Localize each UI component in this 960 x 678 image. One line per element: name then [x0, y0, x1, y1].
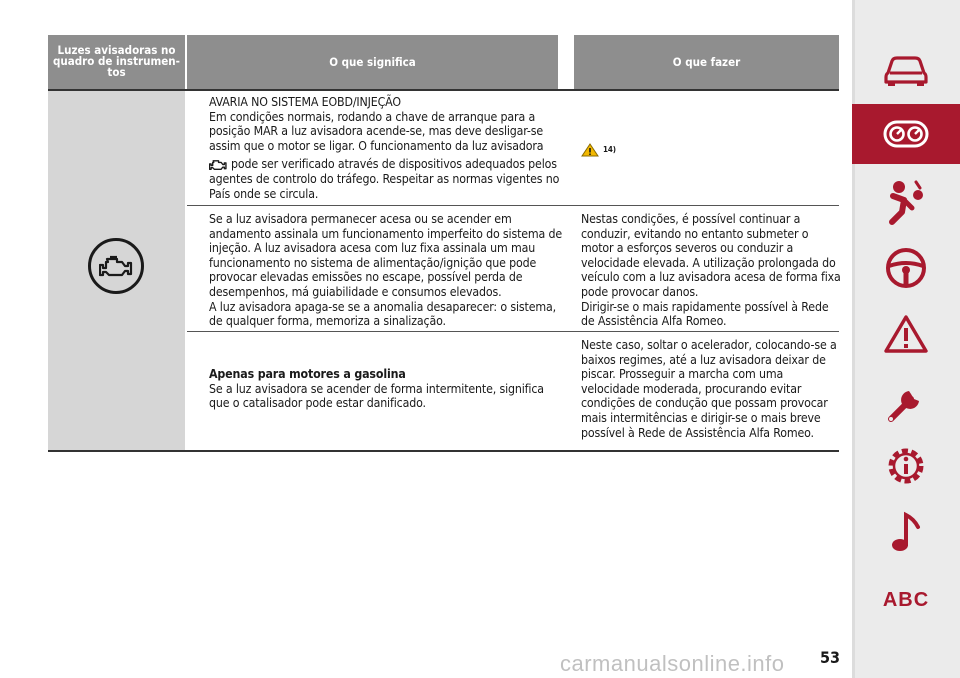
row2-meaning	[209, 212, 564, 329]
index-abc-label: ABC	[882, 588, 930, 611]
steering-wheel-icon	[884, 246, 928, 290]
lamp-icon-cell	[48, 91, 185, 450]
music-note-icon	[886, 509, 926, 555]
sidebar-item-driving[interactable]	[852, 238, 960, 298]
row1-action	[581, 143, 616, 158]
header-action-label: O que fazer	[672, 54, 741, 69]
row3-action	[581, 338, 843, 440]
header-meaning-label: O que significa	[329, 54, 416, 69]
car-icon	[882, 53, 930, 87]
sidebar-item-dashboard[interactable]	[852, 104, 960, 164]
table-bottom-rule	[48, 450, 839, 452]
page-number: 53	[820, 648, 841, 667]
row2-action-text: Nestas condições, é possível continuar a conduzir, evitando no entanto submeter o motor a esforços severos ou conduzir a velocidade elevada. A utilização prolongada do veículo com a luz avisadora acesa de forma fixa pode provocar danos.	[581, 212, 841, 299]
engine-check-lamp	[88, 238, 144, 294]
row3-title: Apenas para motores a gasolina	[209, 367, 406, 381]
wrench-icon	[883, 379, 929, 425]
header-meaning	[187, 35, 558, 89]
sidebar-item-multimedia[interactable]	[852, 502, 960, 562]
engine-check-inline-icon	[209, 158, 227, 171]
header-lamps	[48, 35, 185, 89]
row2-action-text-2: Dirigir-se o mais rapidamente possível à Rede de Assistência Alfa Romeo.	[581, 299, 829, 329]
row1-warning-reference[interactable]	[581, 143, 616, 158]
row-divider	[187, 205, 839, 206]
row1-text-2: pode ser verificado através de dispositivos adequados pelos agentes de controlo do tráfego. Respeitar as normas vigentes no País onde se circula.	[209, 157, 560, 201]
row2-text-2: A luz avisadora apaga-se se a anomalia desaparecer: o sistema, de qualquer forma, memoriza a sinalização.	[209, 299, 556, 329]
sidebar-item-index[interactable]	[852, 570, 960, 630]
dashboard-icon	[882, 119, 930, 149]
row1-meaning	[209, 95, 564, 201]
row3-meaning	[209, 367, 564, 411]
row2-action	[581, 212, 843, 329]
row1-text-2-line	[209, 157, 564, 201]
engine-check-icon	[99, 254, 133, 278]
warning-triangle-icon	[883, 313, 929, 355]
row1-text: Em condições normais, rodando a chave de arranque para a posição MAR a luz avisadora acende-se, mas deve desligar-se assim que o motor se ligar. O funcionamento da luz avisadora	[209, 109, 544, 153]
warning-hand-icon	[581, 143, 599, 157]
row3-action-text: Neste caso, soltar o acelerador, colocando-se a baixos regimes, até a luz avisadora deixar de piscar. Prosseguir a marcha com uma velocidade moderada, procurando evitar condições de condução que possam provocar mais intermitências e dirigir-se o mais breve possível à Rede de Assistência Alfa Romeo.	[581, 338, 837, 440]
sidebar-item-technical-data[interactable]	[852, 436, 960, 496]
row1-action-ref: 14)	[603, 145, 616, 154]
header-lamps-label: Luzes avisadoras no quadro de instrumen-tos	[53, 43, 180, 79]
airbag-person-icon	[882, 178, 930, 226]
sidebar-item-warnings[interactable]	[852, 304, 960, 364]
header-action	[574, 35, 839, 89]
sidebar-item-safety[interactable]	[852, 172, 960, 232]
row2-text: Se a luz avisadora permanecer acesa ou se acender em andamento assinala um funcionamento imperfeito do sistema de injeção. A luz avisadora acesa com luz fixa assinala um mau funcionamento no sistema de alimentação/ignição que pode provocar elevadas emissões no escape, possível perda de desempenhos, má guiabilidade e consumos elevados.	[209, 212, 563, 299]
chapter-sidebar	[852, 0, 960, 678]
row1-title: AVARIA NO SISTEMA EOBD/INJEÇÃO	[209, 95, 401, 109]
watermark: carmanualsonline.info	[560, 651, 785, 676]
sidebar-item-car[interactable]	[852, 40, 960, 100]
sidebar-item-maintenance[interactable]	[852, 372, 960, 432]
row-divider	[187, 331, 839, 332]
gear-info-icon	[883, 443, 929, 489]
row3-text: Se a luz avisadora se acender de forma intermitente, significa que o catalisador pode estar danificado.	[209, 381, 544, 411]
